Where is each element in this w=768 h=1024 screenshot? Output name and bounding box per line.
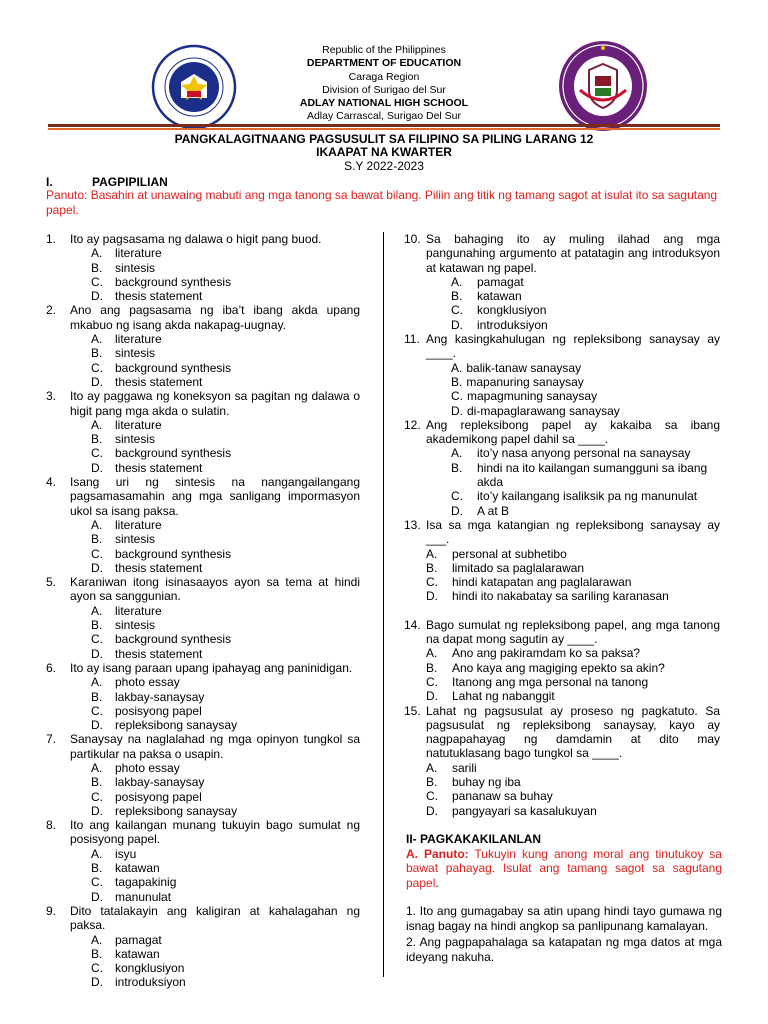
option-d	[46, 561, 360, 575]
option-a	[46, 418, 360, 432]
option-text: tagapakinig	[115, 875, 177, 890]
option-letter: A.	[91, 675, 103, 690]
option-b	[404, 375, 720, 389]
option-a	[46, 847, 360, 861]
option-text: lakbay-sanaysay	[115, 689, 205, 704]
option-letter: A.	[91, 517, 103, 532]
option-text: sintesis	[115, 532, 156, 547]
option-d	[46, 718, 360, 732]
question-number: 3.	[46, 389, 57, 404]
option-d	[46, 289, 360, 303]
question-number: 14.	[404, 617, 421, 632]
question-number: 6.	[46, 660, 57, 675]
option-d	[46, 375, 360, 389]
option-text: sintesis	[115, 260, 156, 275]
option-d	[404, 589, 720, 603]
option-b	[46, 432, 360, 446]
option-b	[46, 690, 360, 704]
option-b	[46, 775, 360, 789]
option-b	[404, 661, 720, 675]
option-a	[404, 275, 720, 289]
school-year: S.Y 2022-2023	[344, 159, 424, 173]
option-letter: B.	[91, 946, 103, 961]
question-text: Ito ay pagsasama ng dalawa o higit pang buod.	[70, 232, 322, 246]
option-letter: D.	[91, 289, 103, 304]
option-text: sintesis	[115, 618, 156, 633]
question-text: Dito tatalakayin ang kaligiran at kahalagahan ng paksa.	[70, 903, 360, 933]
question-text: Ang repleksibong papel ay kakaiba sa ibang akademikong papel dahil sa ____.	[426, 417, 720, 447]
option-letter: A.	[91, 332, 103, 347]
option-d	[404, 689, 720, 703]
option-text: di-mapaglarawang sanaysay	[467, 403, 620, 418]
option-text: buhay ng iba	[452, 774, 521, 789]
option-text: sarili	[452, 760, 477, 775]
question-1	[46, 232, 360, 246]
question-text: Lahat ng pagsusulat ay proseso ng pagkatuto. Sa pagsusulat ng repleksibong sanaysay, kayo ay nagpapahayag ng damdamin at dito may natutuklasang bago tungkol sa ____.	[426, 703, 720, 761]
option-letter: A.	[91, 417, 103, 432]
option-text: mapagmuning sanaysay	[467, 389, 598, 404]
section2-title: II- PAGKAKAKILANLAN	[406, 832, 542, 846]
option-c	[404, 303, 720, 317]
option-letter: D.	[91, 718, 103, 733]
question-number: 12.	[404, 417, 421, 432]
option-letter: B.	[91, 346, 103, 361]
option-b	[46, 532, 360, 546]
option-a	[46, 675, 360, 689]
option-b	[46, 346, 360, 360]
question-number: 8.	[46, 818, 57, 833]
option-a	[404, 446, 720, 460]
option-b	[46, 618, 360, 632]
option-a	[404, 761, 720, 775]
option-letter: B.	[91, 532, 103, 547]
option-letter: D.	[426, 589, 438, 604]
option-a	[404, 547, 720, 561]
option-letter: B.	[91, 618, 103, 633]
option-b	[404, 289, 720, 303]
option-text: Lahat ng nabanggit	[452, 689, 555, 704]
option-letter: C.	[426, 575, 438, 590]
option-letter: C.	[426, 674, 438, 689]
question-text: Karaniwan itong isinasaayos ayon sa tema at hindi ayon sa sanggunian.	[70, 575, 360, 604]
question-11	[404, 332, 720, 361]
question-number: 15.	[404, 703, 421, 718]
option-text: literature	[115, 517, 162, 532]
option-c	[404, 789, 720, 803]
option-d	[46, 890, 360, 904]
option-c	[46, 275, 360, 289]
question-14	[404, 618, 720, 647]
section1-title: PAGPIPILIAN	[92, 175, 168, 189]
option-c	[46, 446, 360, 460]
option-text: hindi ito nakabatay sa sariling karanasan	[452, 589, 669, 604]
division-line: Division of Surigao del Sur	[322, 84, 446, 96]
option-letter: A.	[451, 446, 463, 461]
option-letter: B.	[91, 689, 103, 704]
option-letter: C.	[91, 632, 103, 647]
option-text: literature	[115, 417, 162, 432]
section2-item-1: 1. Ito ang gumagabay sa atin upang hindi tayo gumawa ng isnag bagay na hindi angkop sa panlipunang kamalayan.	[406, 904, 722, 933]
question-number: 11.	[404, 332, 420, 347]
option-text: literature	[115, 603, 162, 618]
question-text: Ito ay isang paraan upang ipahayag ang paninidigan.	[70, 660, 353, 675]
option-text: background synthesis	[115, 546, 232, 561]
department-line: DEPARTMENT OF EDUCATION	[306, 57, 462, 69]
option-letter: C.	[451, 303, 463, 318]
option-text: introduksiyon	[115, 975, 186, 990]
option-b	[46, 861, 360, 875]
option-c	[46, 790, 360, 804]
question-8	[46, 818, 360, 847]
question-2	[46, 303, 360, 332]
option-text: pamagat	[477, 274, 524, 289]
section2-label: A. Panuto:	[406, 846, 469, 861]
option-letter: D.	[91, 975, 103, 990]
option-text: isyu	[115, 846, 137, 861]
question-text: Ito ang kailangan munang tukuyin bago sumulat ng posisyong papel.	[70, 818, 360, 847]
option-d	[46, 647, 360, 661]
option-text: balik-tanaw sanaysay	[466, 360, 582, 375]
question-text: Ito ay paggawa ng koneksyon sa pagitan ng dalawa o higit pang mga akda o sulatin.	[70, 389, 360, 418]
option-text: sintesis	[115, 432, 156, 447]
option-letter: D.	[91, 374, 103, 389]
option-letter: B.	[91, 432, 103, 447]
option-a	[46, 332, 360, 346]
option-b	[46, 261, 360, 275]
option-text: repleksibong sanaysay	[115, 803, 238, 818]
question-text: Bago sumulat ng repleksibong papel, ang mga tanong na dapat mong sagutin ay ____.	[426, 617, 720, 647]
option-letter: B.	[451, 289, 463, 304]
option-d	[46, 804, 360, 818]
section2	[406, 832, 722, 964]
question-4	[46, 475, 360, 518]
right-question-column	[404, 232, 720, 818]
option-text: hindi katapatan ang paglalarawan	[452, 575, 632, 590]
option-letter: C.	[451, 489, 463, 504]
question-text: Ang kasingkahulugan ng repleksibong sanaysay ay ____.	[426, 332, 720, 361]
question-text: Isa sa mga katangian ng repleksibong sanaysay ay ___.	[426, 517, 720, 547]
option-letter: C.	[91, 789, 103, 804]
option-a	[46, 518, 360, 532]
option-letter: C.	[91, 961, 103, 976]
option-letter: D.	[451, 403, 463, 418]
header-rule-light	[48, 128, 720, 130]
option-letter: C.	[91, 360, 103, 375]
option-letter: A.	[451, 274, 463, 289]
option-text: katawan	[477, 289, 522, 304]
spacer	[404, 604, 720, 618]
option-text: personal at subhetibo	[452, 546, 567, 561]
option-text: background synthesis	[115, 274, 232, 289]
option-letter: A.	[91, 846, 103, 861]
option-text: pananaw sa buhay	[452, 789, 553, 804]
option-a	[404, 646, 720, 660]
option-b	[404, 775, 720, 789]
option-a	[46, 761, 360, 775]
option-d	[404, 504, 720, 518]
option-c	[46, 961, 360, 975]
option-d	[46, 975, 360, 989]
option-text: hindi na ito kailangan sumangguni sa ibang akda	[477, 460, 708, 490]
option-letter: C.	[91, 875, 103, 890]
option-letter: C.	[91, 546, 103, 561]
option-text: sintesis	[115, 346, 156, 361]
school-name: ADLAY NATIONAL HIGH SCHOOL	[299, 97, 469, 109]
republic-line: Republic of the Philippines	[322, 44, 446, 56]
option-letter: D.	[451, 317, 463, 332]
question-7	[46, 732, 360, 761]
option-c	[404, 389, 720, 403]
option-d	[404, 318, 720, 332]
question-number: 2.	[46, 303, 57, 318]
option-letter: A.	[91, 246, 103, 261]
question-13	[404, 518, 720, 547]
option-d	[404, 804, 720, 818]
option-text: background synthesis	[115, 446, 232, 461]
question-6	[46, 661, 360, 675]
option-text: mapanuring sanaysay	[466, 374, 584, 389]
option-c	[404, 675, 720, 689]
option-text: thesis statement	[115, 560, 203, 575]
option-text: background synthesis	[115, 360, 232, 375]
option-c	[404, 489, 720, 503]
section2-item-2: 2. Ang pagpapahalaga sa katapatan ng mga datos at mga ideyang nakuha.	[406, 935, 722, 964]
option-d	[404, 404, 720, 418]
option-c	[404, 575, 720, 589]
option-text: A at B	[477, 503, 510, 518]
option-letter: D.	[91, 889, 103, 904]
option-text: photo essay	[115, 760, 180, 775]
option-letter: D.	[426, 803, 438, 818]
question-5	[46, 575, 360, 604]
option-letter: B.	[451, 460, 463, 475]
option-text: kongklusiyon	[115, 961, 185, 976]
question-text: Sanaysay na naglalahad ng mga opinyon tungkol sa partikular na paksa o usapin.	[70, 732, 360, 761]
option-c	[46, 361, 360, 375]
option-text: thesis statement	[115, 289, 203, 304]
option-c	[46, 632, 360, 646]
option-letter: C.	[451, 389, 463, 404]
option-letter: A.	[426, 646, 438, 661]
question-text: Ano ang pagsasama ng iba’t ibang akda upang mkabuo ng isang akda nakapag-uugnay.	[70, 303, 360, 332]
left-question-column	[46, 232, 360, 990]
option-text: pamagat	[115, 932, 162, 947]
option-b	[404, 561, 720, 575]
question-text: Isang uri ng sintesis na nangangailangang pagsamasamahin ang mga sanligang impormasyon ukol sa isang paksa.	[70, 475, 360, 518]
exam-title: PANGKALAGITNAANG PAGSUSULIT SA FILIPINO SA PILING LARANG 12	[174, 132, 594, 146]
option-a	[46, 933, 360, 947]
option-a	[404, 361, 720, 375]
option-letter: B.	[426, 560, 438, 575]
option-text: introduksiyon	[477, 317, 548, 332]
option-letter: C.	[91, 703, 103, 718]
option-letter: D.	[451, 503, 463, 518]
question-number: 13.	[404, 517, 421, 532]
option-letter: A.	[451, 360, 463, 375]
option-text: limitado sa paglalarawan	[452, 560, 585, 575]
option-text: katawan	[115, 861, 160, 876]
question-number: 10.	[404, 232, 421, 246]
option-letter: B.	[426, 660, 438, 675]
option-d	[46, 461, 360, 475]
option-b	[404, 461, 720, 490]
option-letter: A.	[91, 760, 103, 775]
option-text: katawan	[115, 946, 160, 961]
question-number: 5.	[46, 575, 57, 590]
option-text: ito’y kailangang isaliksik pa ng manunulat	[477, 489, 698, 504]
question-text: Sa bahaging ito ay muling ilahad ang mga pangunahing argumento at patatagin ang introduksyon at katawan ng papel.	[426, 232, 720, 275]
option-c	[46, 547, 360, 561]
section1-number: I.	[46, 175, 53, 189]
option-a	[46, 604, 360, 618]
option-letter: D.	[91, 646, 103, 661]
question-number: 1.	[46, 232, 57, 246]
option-letter: A.	[91, 932, 103, 947]
option-text: posisyong papel	[115, 789, 202, 804]
option-text: ito’y nasa anyong personal na sanaysay	[477, 446, 691, 461]
option-letter: B.	[451, 374, 463, 389]
option-text: photo essay	[115, 675, 180, 690]
option-text: repleksibong sanaysay	[115, 718, 238, 733]
section2-instructions: Tukuyin kung anong moral ang tinutukoy sa bawat pahayag. Isulat ang tamang sagot sa sagutang papel	[406, 846, 722, 890]
section2-instructions-block	[406, 847, 722, 891]
school-address: Adlay Carrascal, Surigao Del Sur	[306, 110, 462, 122]
header-rule-dark	[48, 124, 720, 127]
section2-period: .	[435, 875, 439, 890]
option-letter: A.	[426, 546, 438, 561]
option-text: thesis statement	[115, 460, 203, 475]
region-line: Caraga Region	[348, 71, 420, 83]
exam-quarter: IKAAPAT NA KWARTER	[316, 145, 452, 159]
option-c	[46, 875, 360, 889]
question-number: 9.	[46, 903, 57, 918]
option-text: pangyayari sa kasalukuyan	[452, 803, 597, 818]
option-text: background synthesis	[115, 632, 232, 647]
option-letter: C.	[426, 789, 438, 804]
option-text: Ano ang pakiramdam ko sa paksa?	[452, 646, 641, 661]
column-divider	[383, 232, 384, 977]
option-letter: C.	[91, 274, 103, 289]
section1-instructions: Panuto: Basahin at unawaing mabuti ang mga tanong sa bawat bilang. Piliin ang titik ng tamang sagot at isulat ito sa sagutang papel.	[46, 188, 718, 217]
option-letter: C.	[91, 446, 103, 461]
option-letter: D.	[91, 560, 103, 575]
option-text: Itanong ang mga personal na tanong	[452, 674, 649, 689]
option-c	[46, 704, 360, 718]
question-10	[404, 232, 720, 275]
option-text: posisyong papel	[115, 703, 202, 718]
option-letter: A.	[426, 760, 438, 775]
option-letter: A.	[91, 603, 103, 618]
option-text: literature	[115, 246, 162, 261]
question-15	[404, 704, 720, 761]
option-letter: B.	[426, 774, 438, 789]
option-letter: D.	[91, 803, 103, 818]
option-text: thesis statement	[115, 646, 203, 661]
option-a	[46, 246, 360, 260]
question-12	[404, 418, 720, 447]
question-number: 7.	[46, 732, 57, 747]
question-number: 4.	[46, 475, 57, 490]
option-letter: D.	[426, 689, 438, 704]
option-letter: B.	[91, 775, 103, 790]
option-letter: B.	[91, 861, 103, 876]
option-text: manunulat	[115, 889, 172, 904]
option-text: lakbay-sanaysay	[115, 775, 205, 790]
option-b	[46, 947, 360, 961]
option-text: Ano kaya ang magiging epekto sa akin?	[452, 660, 665, 675]
option-letter: D.	[91, 460, 103, 475]
option-letter: B.	[91, 260, 103, 275]
option-text: thesis statement	[115, 374, 203, 389]
option-text: literature	[115, 332, 162, 347]
question-3	[46, 389, 360, 418]
option-text: kongklusiyon	[477, 303, 547, 318]
question-9	[46, 904, 360, 933]
